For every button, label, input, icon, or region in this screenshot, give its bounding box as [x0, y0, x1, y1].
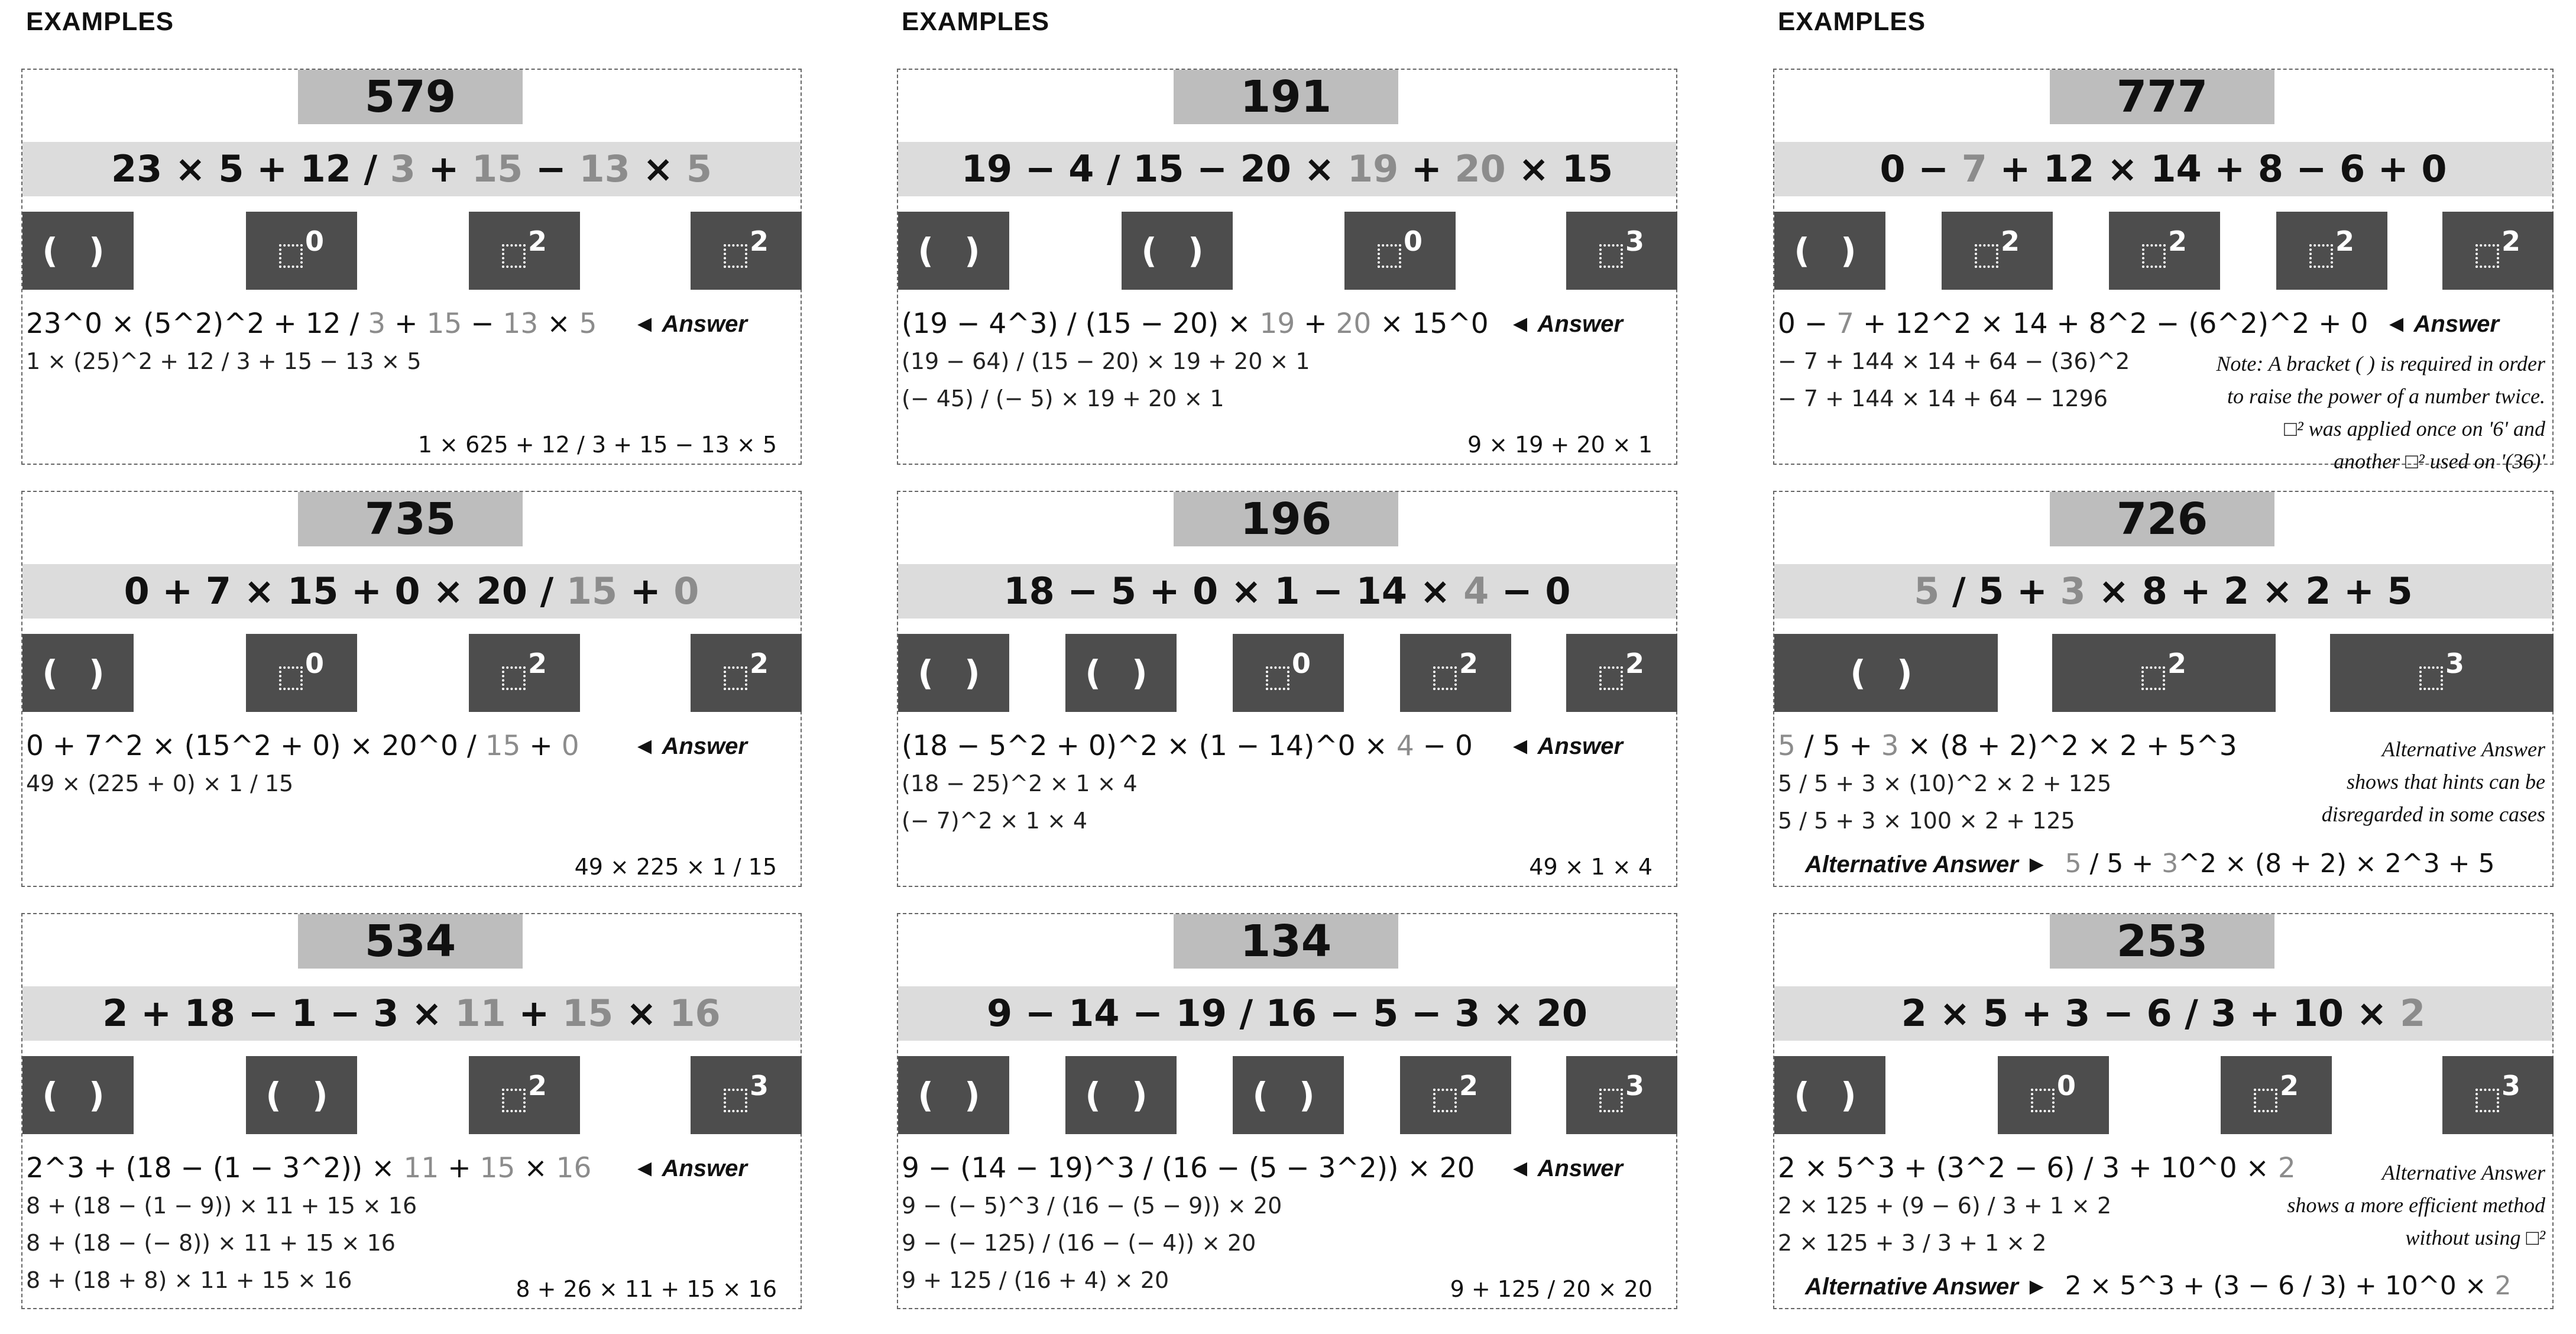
expression-part: 23^0 × (5^2)^2 + 12 / — [26, 307, 368, 340]
power-2-tile: 2 — [2109, 212, 2220, 290]
square-placeholder-icon — [1433, 1089, 1457, 1112]
square-placeholder-icon — [502, 1089, 526, 1112]
highlighted-term: 20 — [1454, 147, 1506, 190]
highlighted-term: 5 — [2065, 849, 2082, 879]
highlighted-term: 13 — [579, 147, 630, 190]
expression-part: 19 − 4 / 15 − 20 × — [961, 147, 1348, 190]
answer-expression — [902, 1150, 1676, 1187]
bracket-tile: ( ) — [898, 1056, 1009, 1134]
power-2-tile: 2 — [469, 634, 580, 712]
example-card-777 — [1773, 69, 2554, 473]
hint-tiles — [22, 1056, 801, 1134]
highlighted-term: 13 — [503, 307, 539, 340]
solution-step: 9 − (− 125) / (16 − (− 4)) × 20 — [902, 1230, 1256, 1256]
final-step: 49 × 1 × 4 — [1529, 854, 1652, 880]
solution-steps — [26, 305, 801, 380]
expression-part: 0 + 7^2 × (15^2 + 0) × 20^0 / — [26, 730, 485, 762]
puzzle-expression — [1774, 564, 2552, 619]
power-3-tile: 3 — [1566, 1056, 1677, 1134]
expression-part: + — [1398, 147, 1455, 190]
expression-part: / 5 + — [1939, 569, 2060, 613]
solution-steps — [902, 305, 1676, 417]
power-2-tile: 2 — [2221, 1056, 2332, 1134]
square-placeholder-icon — [724, 666, 747, 690]
expression-part: × — [538, 307, 579, 340]
square-placeholder-icon — [2141, 666, 2165, 690]
final-step: 9 × 19 + 20 × 1 — [1467, 432, 1652, 458]
puzzle-expression — [898, 986, 1676, 1041]
answer-label: ◄ Answer — [1508, 733, 1623, 759]
highlighted-term: 5 — [1914, 569, 1940, 613]
highlighted-term: 3 — [390, 147, 416, 190]
solution-step: 8 + (18 − (1 − 9)) × 11 + 15 × 16 — [26, 1193, 417, 1219]
answer-label: ◄ Answer — [633, 1155, 747, 1181]
hint-tiles — [1774, 1056, 2552, 1134]
expression-part: + — [1295, 307, 1336, 340]
bracket-tile: ( ) — [1065, 1056, 1177, 1134]
example-card-196 — [897, 491, 1677, 887]
expression-part: + 12 × 14 + 8 − 6 + 0 — [1987, 147, 2447, 190]
answer-label: ◄ Answer — [1508, 311, 1623, 337]
power-2-tile: 2 — [1400, 1056, 1511, 1134]
example-card-726 — [1773, 491, 2554, 887]
power-2-tile: 2 — [2442, 212, 2554, 290]
bracket-tile: ( ) — [1774, 634, 1998, 712]
highlighted-term: 0 — [673, 569, 699, 613]
target-number: 726 — [2050, 492, 2274, 546]
expression-part: 2^3 + (18 − (1 − 3^2)) × — [26, 1152, 404, 1184]
expression-part: (18 − 5^2 + 0)^2 × (1 − 14)^0 × — [902, 730, 1396, 762]
expression-part: × — [630, 147, 686, 190]
highlighted-term: 3 — [2060, 569, 2086, 613]
highlighted-term: 11 — [403, 1152, 439, 1184]
power-0-tile: 0 — [1344, 212, 1456, 290]
answer-expression — [902, 727, 1676, 765]
solution-step: 8 + (18 + 8) × 11 + 15 × 16 — [26, 1267, 352, 1293]
answer-label: ◄ Answer — [1508, 1155, 1623, 1181]
solution-step: (− 7)^2 × 1 × 4 — [902, 808, 1088, 834]
bracket-tile: ( ) — [1233, 1056, 1344, 1134]
highlighted-term: 2 — [2494, 1271, 2512, 1301]
highlighted-term: 0 — [561, 730, 579, 762]
power-3-tile: 3 — [2442, 1056, 2554, 1134]
hint-tiles — [898, 212, 1676, 290]
square-placeholder-icon — [502, 666, 526, 690]
final-step: 1 × 625 + 12 / 3 + 15 − 13 × 5 — [417, 432, 777, 458]
power-0-tile: 0 — [1233, 634, 1344, 712]
bracket-tile: ( ) — [1065, 634, 1177, 712]
square-placeholder-icon — [2031, 1089, 2055, 1112]
alternative-expression — [2065, 849, 2495, 879]
highlighted-term: 15 — [562, 992, 614, 1035]
bracket-tile: ( ) — [1774, 212, 1885, 290]
square-placeholder-icon — [1599, 244, 1623, 268]
highlighted-term: 7 — [1961, 147, 1987, 190]
expression-part: ^2 × (8 + 2) × 2^3 + 5 — [2178, 849, 2495, 879]
puzzle-expression — [1774, 142, 2552, 196]
square-placeholder-icon — [279, 666, 303, 690]
bracket-tile: ( ) — [1122, 212, 1233, 290]
puzzle-expression — [22, 142, 801, 196]
puzzle-expression — [22, 986, 801, 1041]
highlighted-term: 15 — [485, 730, 521, 762]
expression-part: × 15 — [1505, 147, 1613, 190]
expression-part: 9 − 14 − 19 / 16 − 5 − 3 × 20 — [987, 992, 1587, 1035]
square-placeholder-icon — [2419, 666, 2443, 690]
square-placeholder-icon — [2254, 1089, 2277, 1112]
highlighted-term: 15 — [566, 569, 618, 613]
example-card-134 — [897, 913, 1677, 1309]
solution-step: (18 − 25)^2 × 1 × 4 — [902, 770, 1138, 796]
power-2-tile: 2 — [2052, 634, 2276, 712]
solution-step: − 7 + 144 × 14 + 64 − 1296 — [1778, 386, 2108, 412]
power-2-tile: 2 — [691, 212, 802, 290]
answer-label: ◄ Answer — [2384, 311, 2499, 337]
expression-part: (19 − 4^3) / (15 − 20) × — [902, 307, 1260, 340]
expression-part: 0 − — [1778, 307, 1837, 340]
square-placeholder-icon — [2142, 244, 2166, 268]
bracket-tile: ( ) — [246, 1056, 357, 1134]
expression-part: + — [617, 569, 674, 613]
alternative-answer-label: Alternative Answer ► — [1805, 851, 2049, 878]
highlighted-term: 4 — [1463, 569, 1489, 613]
solution-step: 2 × 125 + 3 / 3 + 1 × 2 — [1778, 1230, 2047, 1256]
column-heading: EXAMPLES — [902, 7, 1050, 36]
expression-part: + — [506, 992, 562, 1035]
hint-tiles — [1774, 634, 2552, 712]
square-placeholder-icon — [279, 244, 303, 268]
bracket-tile: ( ) — [898, 212, 1009, 290]
solution-step: (19 − 64) / (15 − 20) × 19 + 20 × 1 — [902, 348, 1310, 374]
expression-part: + — [520, 730, 562, 762]
expression-part: 2 × 5^3 + (3^2 − 6) / 3 + 10^0 × — [1778, 1152, 2278, 1184]
expression-part: + — [439, 1152, 480, 1184]
final-step: 9 + 125 / 20 × 20 — [1450, 1276, 1652, 1302]
solution-step: − 7 + 144 × 14 + 64 − (36)^2 — [1778, 348, 2130, 374]
expression-part: 23 × 5 + 12 / — [111, 147, 390, 190]
hint-tiles — [898, 1056, 1676, 1134]
expression-part: 0 − — [1880, 147, 1962, 190]
square-placeholder-icon — [1599, 1089, 1623, 1112]
column-heading: EXAMPLES — [26, 7, 174, 36]
highlighted-term: 19 — [1347, 147, 1399, 190]
power-2-tile: 2 — [1566, 634, 1677, 712]
square-placeholder-icon — [1599, 666, 1623, 690]
example-card-534 — [21, 913, 802, 1309]
solution-step: 5 / 5 + 3 × (10)^2 × 2 + 125 — [1778, 770, 2112, 796]
square-placeholder-icon — [1378, 244, 1401, 268]
expression-part: / 5 + — [2081, 849, 2162, 879]
alternative-answer — [1805, 849, 2495, 879]
target-number: 777 — [2050, 70, 2274, 124]
power-3-tile: 3 — [691, 1056, 802, 1134]
power-0-tile: 0 — [246, 212, 357, 290]
expression-part: 2 × 5 + 3 − 6 / 3 + 10 × — [1901, 992, 2400, 1035]
expression-part: − — [462, 307, 503, 340]
expression-part: − — [523, 147, 579, 190]
power-2-tile: 2 — [691, 634, 802, 712]
puzzle-expression — [898, 142, 1676, 196]
highlighted-term: 11 — [455, 992, 506, 1035]
final-step: 49 × 225 × 1 / 15 — [574, 854, 777, 880]
bracket-tile: ( ) — [22, 634, 134, 712]
square-placeholder-icon — [2309, 244, 2333, 268]
power-2-tile: 2 — [1942, 212, 2053, 290]
example-card-579 — [21, 69, 802, 465]
explanation-note: Alternative Answer shows that hints can be disregarded in some cases — [2321, 737, 2545, 826]
highlighted-term: 3 — [368, 307, 386, 340]
highlighted-term: 15 — [426, 307, 462, 340]
hint-tiles — [22, 634, 801, 712]
expression-part: 0 + 7 × 15 + 0 × 20 / — [124, 569, 566, 613]
target-number: 196 — [1174, 492, 1398, 546]
target-number: 579 — [298, 70, 523, 124]
solution-step: 8 + (18 − (− 8)) × 11 + 15 × 16 — [26, 1230, 396, 1256]
expression-part: × — [613, 992, 670, 1035]
solution-step: 5 / 5 + 3 × 100 × 2 + 125 — [1778, 808, 2075, 834]
expression-part: × (8 + 2)^2 × 2 + 5^3 — [1898, 730, 2237, 762]
square-placeholder-icon — [2475, 244, 2499, 268]
expression-part: − 0 — [1414, 730, 1473, 762]
puzzle-expression — [1774, 986, 2552, 1041]
hint-tiles — [898, 634, 1676, 712]
hint-tiles — [1774, 212, 2552, 290]
highlighted-term: 16 — [669, 992, 721, 1035]
bracket-tile: ( ) — [1774, 1056, 1885, 1134]
square-placeholder-icon — [2475, 1089, 2499, 1112]
solution-steps — [902, 727, 1676, 840]
target-number: 735 — [298, 492, 523, 546]
answer-expression — [26, 1150, 801, 1187]
expression-part: × 8 + 2 × 2 + 5 — [2085, 569, 2413, 613]
expression-part: × — [515, 1152, 556, 1184]
puzzle-expression — [22, 564, 801, 619]
square-placeholder-icon — [1266, 666, 1289, 690]
alternative-answer — [1805, 1271, 2512, 1301]
solution-step: 9 + 125 / (16 + 4) × 20 — [902, 1267, 1169, 1293]
expression-part: 9 − (14 − 19)^3 / (16 − (5 − 3^2)) × 20 — [902, 1152, 1475, 1184]
solution-step: 49 × (225 + 0) × 1 / 15 — [26, 770, 294, 796]
power-0-tile: 0 — [246, 634, 357, 712]
highlighted-term: 19 — [1259, 307, 1295, 340]
expression-part: − 0 — [1489, 569, 1571, 613]
power-2-tile: 2 — [2276, 212, 2387, 290]
highlighted-term: 3 — [2162, 849, 2179, 879]
answer-expression — [902, 305, 1676, 343]
target-number: 253 — [2050, 914, 2274, 969]
target-number: 134 — [1174, 914, 1398, 969]
example-card-191 — [897, 69, 1677, 465]
answer-expression — [26, 305, 801, 343]
highlighted-term: 4 — [1396, 730, 1414, 762]
answer-label: ◄ Answer — [633, 733, 747, 759]
highlighted-term: 16 — [556, 1152, 592, 1184]
power-3-tile: 3 — [1566, 212, 1677, 290]
puzzle-expression — [898, 564, 1676, 619]
bracket-tile: ( ) — [22, 212, 134, 290]
square-placeholder-icon — [502, 244, 526, 268]
bracket-tile: ( ) — [22, 1056, 134, 1134]
highlighted-term: 15 — [472, 147, 523, 190]
square-placeholder-icon — [724, 244, 747, 268]
highlighted-term: 7 — [1836, 307, 1855, 340]
answer-expression — [1778, 305, 2552, 343]
explanation-note: Alternative Answer shows a more efficient method without using □² — [2287, 1161, 2545, 1249]
example-card-253 — [1773, 913, 2554, 1309]
expression-part: / 5 + — [1795, 730, 1881, 762]
solution-steps — [26, 727, 801, 802]
target-number: 534 — [298, 914, 523, 969]
expression-part: + 12^2 × 14 + 8^2 − (6^2)^2 + 0 — [1854, 307, 2368, 340]
expression-part: 2 × 5^3 + (3 − 6 / 3) + 10^0 × — [2065, 1271, 2495, 1301]
highlighted-term: 20 — [1336, 307, 1372, 340]
target-number: 191 — [1174, 70, 1398, 124]
answer-label: ◄ Answer — [633, 311, 747, 337]
highlighted-term: 5 — [1778, 730, 1796, 762]
power-3-tile: 3 — [2330, 634, 2554, 712]
solution-step: (− 45) / (− 5) × 19 + 20 × 1 — [902, 386, 1224, 412]
answer-expression — [26, 727, 801, 765]
power-2-tile: 2 — [469, 212, 580, 290]
highlighted-term: 5 — [686, 147, 712, 190]
expression-part: 2 + 18 − 1 − 3 × — [102, 992, 455, 1035]
solution-step: 1 × (25)^2 + 12 / 3 + 15 − 13 × 5 — [26, 348, 422, 374]
example-card-735 — [21, 491, 802, 887]
solution-step: 2 × 125 + (9 − 6) / 3 + 1 × 2 — [1778, 1193, 2112, 1219]
power-0-tile: 0 — [1998, 1056, 2109, 1134]
square-placeholder-icon — [1975, 244, 1998, 268]
expression-part: 18 − 5 + 0 × 1 − 14 × — [1003, 569, 1464, 613]
highlighted-term: 2 — [2400, 992, 2426, 1035]
highlighted-term: 5 — [579, 307, 597, 340]
column-heading: EXAMPLES — [1778, 7, 1926, 36]
expression-part: + — [415, 147, 472, 190]
alternative-answer-label: Alternative Answer ► — [1805, 1274, 2049, 1300]
expression-part: + — [385, 307, 427, 340]
hint-tiles — [22, 212, 801, 290]
square-placeholder-icon — [1433, 666, 1457, 690]
explanation-note: Note: A bracket ( ) is required in order to raise the power of a number twice. □² was applied once on '6' and another □² used on '(36)' — [2216, 352, 2545, 473]
square-placeholder-icon — [724, 1089, 747, 1112]
power-2-tile: 2 — [1400, 634, 1511, 712]
alternative-expression — [2065, 1271, 2512, 1301]
power-2-tile: 2 — [469, 1056, 580, 1134]
highlighted-term: 3 — [1881, 730, 1899, 762]
solution-step: 9 − (− 5)^3 / (16 − (5 − 9)) × 20 — [902, 1193, 1282, 1219]
bracket-tile: ( ) — [898, 634, 1009, 712]
highlighted-term: 15 — [479, 1152, 516, 1184]
highlighted-term: 2 — [2277, 1152, 2296, 1184]
expression-part: × 15^0 — [1371, 307, 1489, 340]
final-step: 8 + 26 × 11 + 15 × 16 — [516, 1276, 777, 1302]
